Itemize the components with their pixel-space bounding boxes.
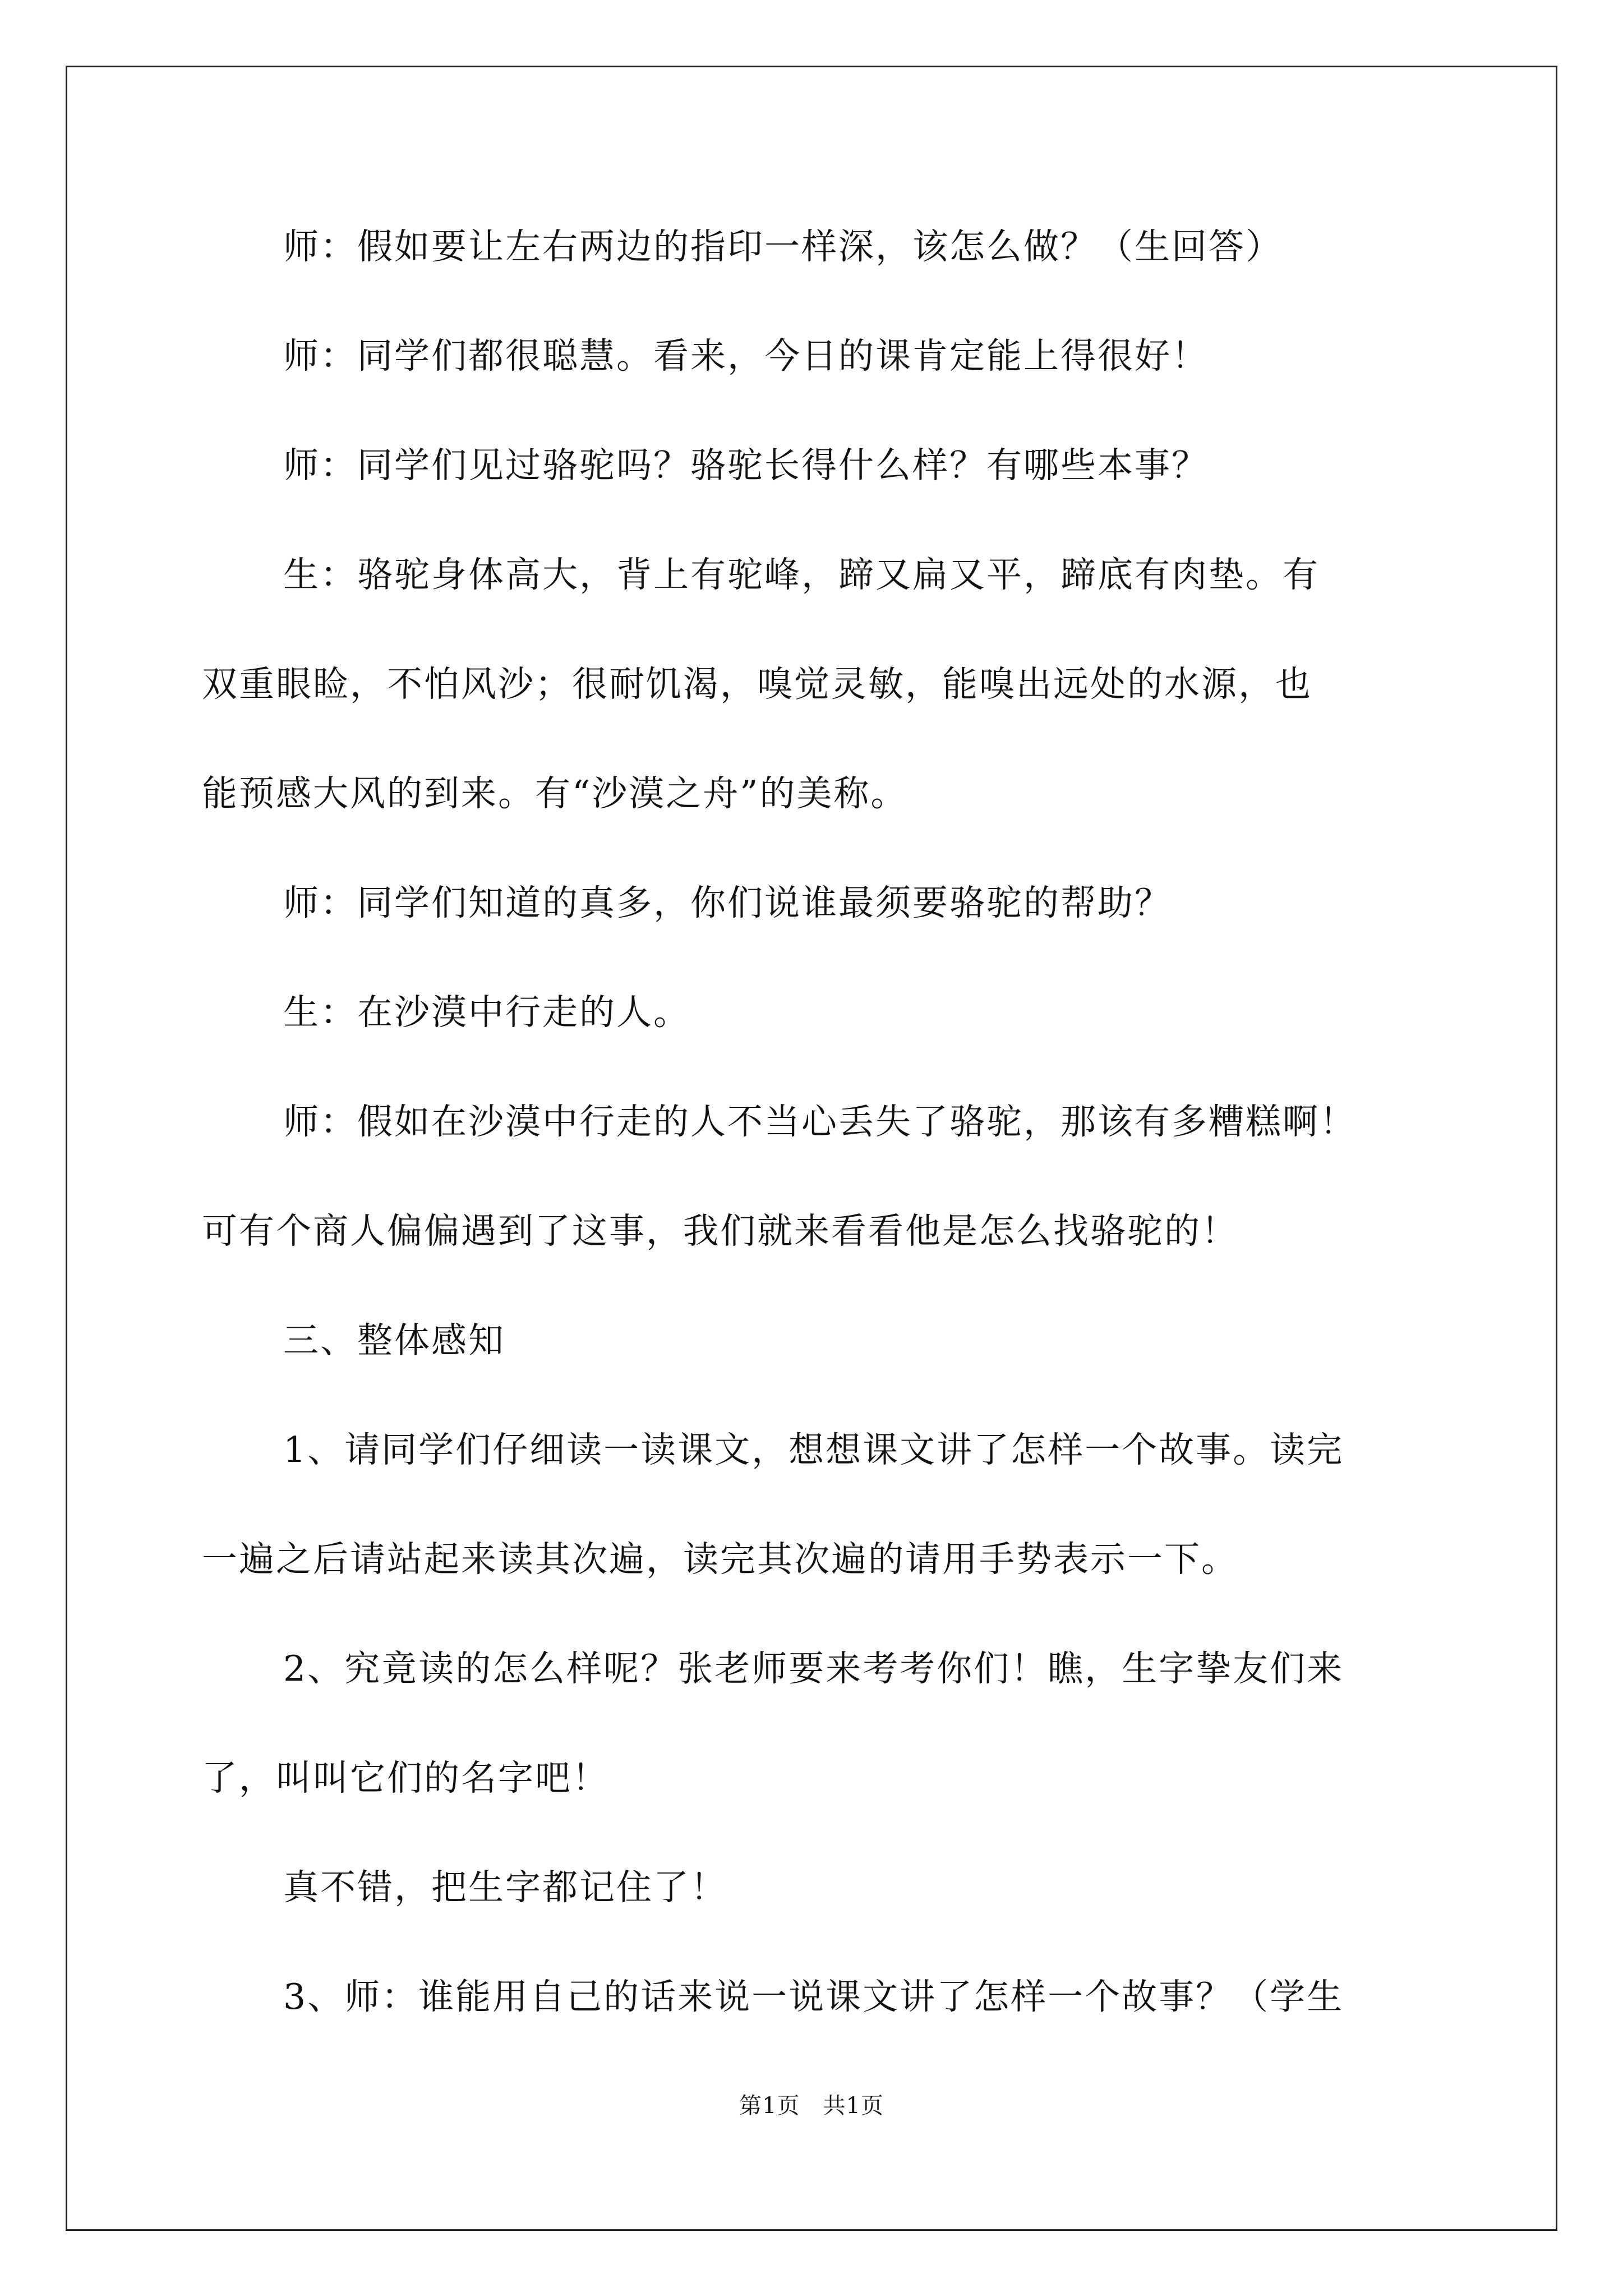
text-line: 师：同学们都很聪慧。看来，今日的课肯定能上得很好！: [283, 335, 1209, 376]
text-line: 能预感大风的到来。有“沙漠之舟”的美称。: [202, 773, 908, 814]
text-line: 3、师：谁能用自己的话来说一说课文讲了怎样一个故事？（学生: [283, 1976, 1344, 2017]
text-line: 一遍之后请站起来读其次遍，读完其次遍的请用手势表示一下。: [202, 1539, 1238, 1580]
text-line: 双重眼睑，不怕风沙；很耐饥渴，嗅觉灵敏，能嗅出远处的水源，也: [202, 664, 1312, 705]
text-line: 可有个商人偏偏遇到了这事，我们就来看看他是怎么找骆驼的！: [202, 1211, 1238, 1251]
text-line: 生：在沙漠中行走的人。: [283, 992, 690, 1033]
text-line: 了，叫叫它们的名字吧！: [202, 1757, 609, 1798]
text-line: 师：同学们见过骆驼吗？骆驼长得什么样？有哪些本事？: [283, 445, 1209, 486]
text-line: 师：同学们知道的真多，你们说谁最须要骆驼的帮助？: [283, 882, 1172, 923]
text-line: 真不错，把生字都记住了！: [283, 1867, 727, 1908]
text-line: 师：假如要让左右两边的指印一样深，该怎么做？（生回答）: [283, 226, 1283, 267]
page-footer: 第1页 共1页: [739, 2093, 884, 2119]
text-line: 2、究竟读的怎么样呢？张老师要来考考你们！瞧，生字挚友们来: [283, 1648, 1344, 1689]
text-line: 生：骆驼身体高大，背上有驼峰，蹄又扁又平，蹄底有肉垫。有: [283, 554, 1320, 595]
text-line: 师：假如在沙漠中行走的人不当心丢失了骆驼，那该有多糟糕啊！: [283, 1101, 1357, 1142]
section-heading: 三、整体感知: [283, 1320, 505, 1361]
text-line: 1、请同学们仔细读一读课文，想想课文讲了怎样一个故事。读完: [283, 1429, 1344, 1470]
